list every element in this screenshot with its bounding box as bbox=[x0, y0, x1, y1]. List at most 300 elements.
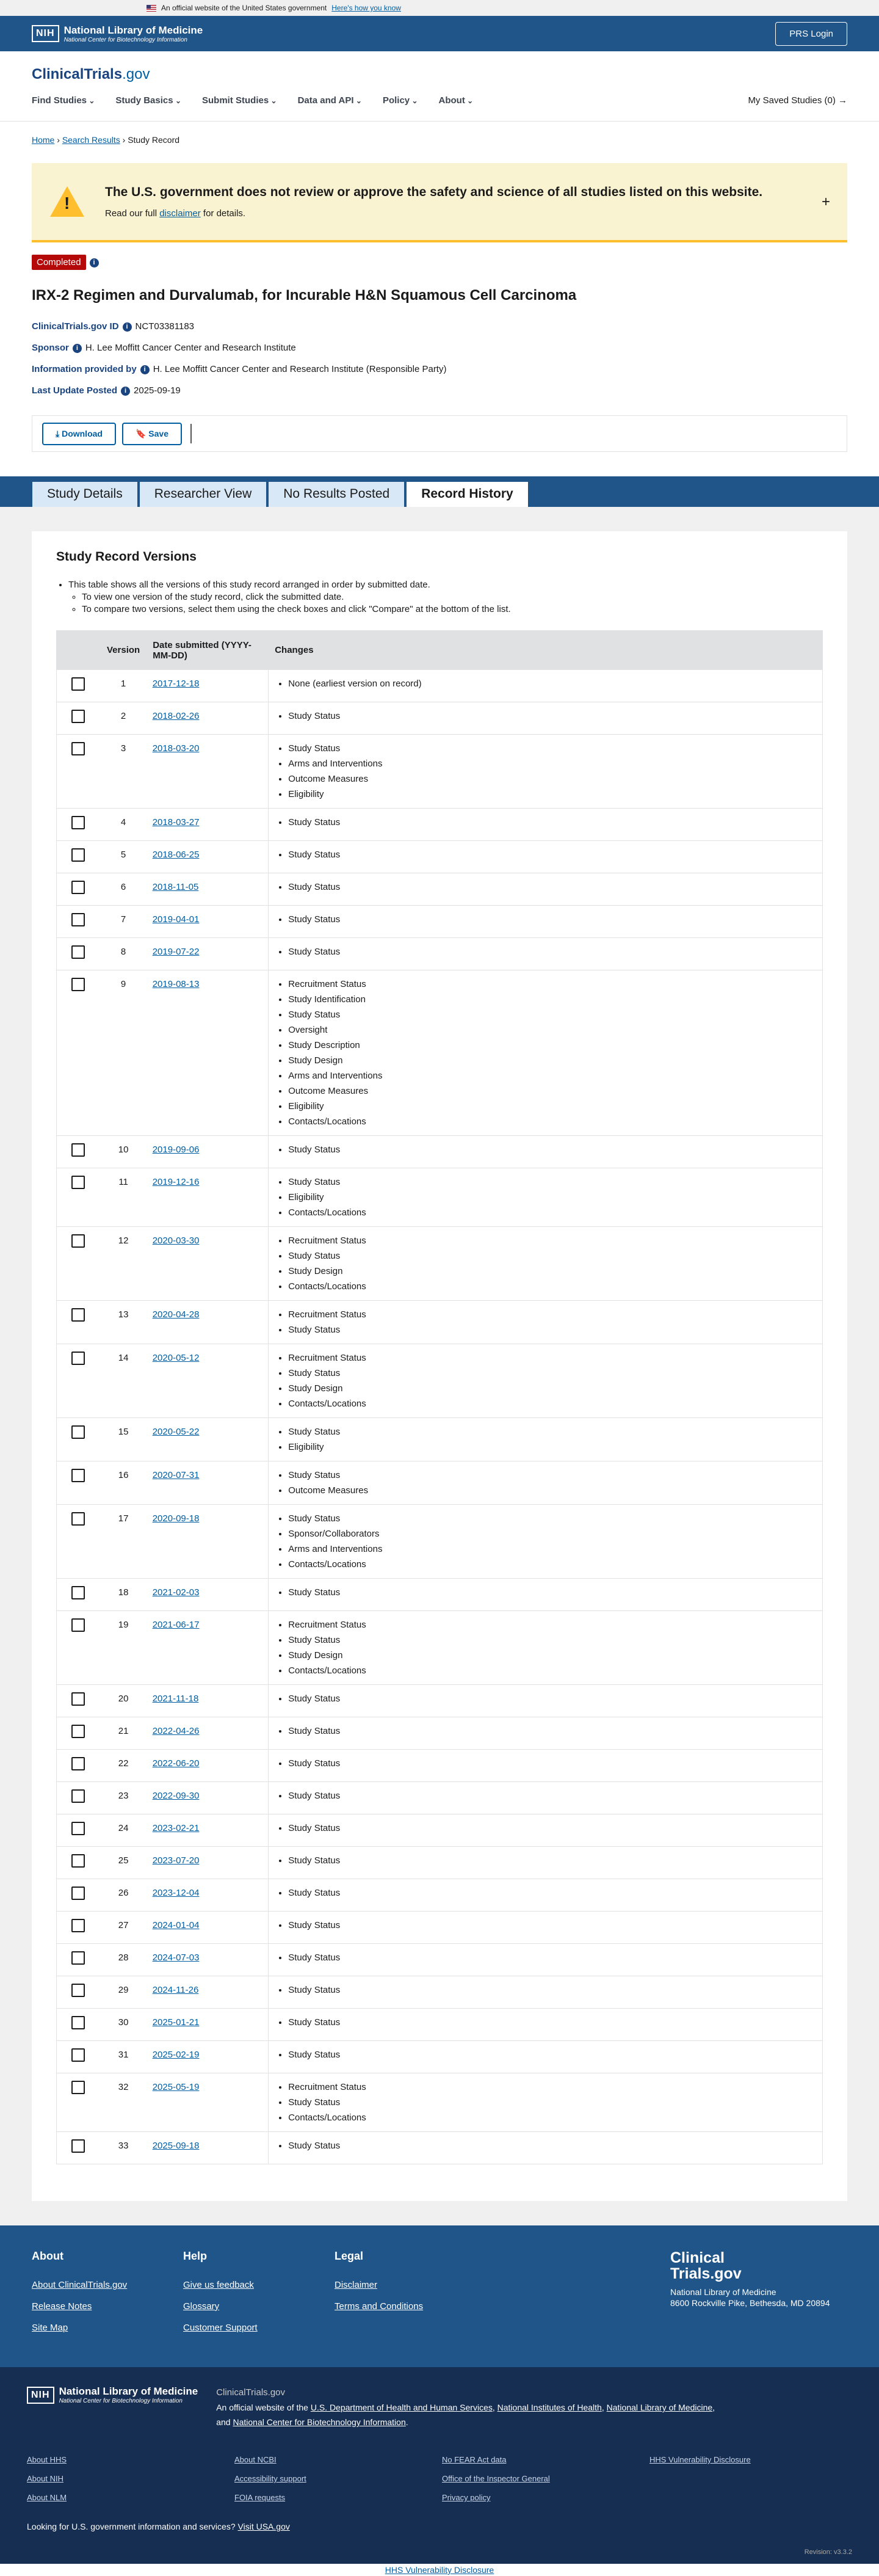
alert-text: Read our full disclaimer for details. bbox=[105, 208, 246, 219]
changes-list bbox=[288, 1350, 816, 1411]
version-date-link[interactable]: 2018-03-20 bbox=[152, 743, 200, 754]
hhs-vulnerability-bottom bbox=[0, 2564, 879, 2576]
site-title-a: ClinicalTrials bbox=[32, 66, 123, 82]
version-date-link[interactable]: 2023-02-21 bbox=[152, 1823, 200, 1833]
breadcrumb-search-results[interactable]: Search Results bbox=[62, 135, 120, 145]
footer-link[interactable]: Site Map bbox=[32, 2323, 68, 2333]
version-date-link[interactable]: 2020-09-18 bbox=[152, 1513, 200, 1524]
table-row bbox=[57, 809, 823, 841]
change-item: • Recruitment Status bbox=[288, 1350, 816, 1366]
agency-link[interactable]: HHS Vulnerability Disclosure bbox=[649, 2455, 751, 2464]
version-date-link[interactable]: 2021-02-03 bbox=[152, 1587, 200, 1598]
version-checkbox[interactable] bbox=[71, 2016, 85, 2029]
changes-list bbox=[288, 1788, 816, 1803]
change-item: • Outcome Measures bbox=[288, 1483, 816, 1498]
change-item: • Study Status bbox=[288, 2015, 816, 2030]
usa-gov-link[interactable]: Visit USA.gov bbox=[237, 2522, 290, 2531]
info-icon[interactable]: i bbox=[121, 387, 130, 396]
version-number: 15 bbox=[101, 1418, 146, 1461]
change-item: • Study Status bbox=[288, 1853, 816, 1868]
version-checkbox[interactable] bbox=[71, 677, 85, 691]
nih-header bbox=[0, 16, 879, 51]
change-item: • Study Status bbox=[288, 1632, 816, 1648]
version-date-link[interactable]: 2022-06-20 bbox=[152, 1758, 200, 1769]
changes-list bbox=[288, 2047, 816, 2062]
version-checkbox[interactable] bbox=[71, 1789, 85, 1803]
table-row bbox=[57, 970, 823, 1136]
nav-policy[interactable]: Policy ⌄ bbox=[383, 95, 418, 106]
version-checkbox[interactable] bbox=[71, 1951, 85, 1965]
version-checkbox[interactable] bbox=[71, 1854, 85, 1868]
version-number: 5 bbox=[101, 841, 146, 873]
change-item: • Study Design bbox=[288, 1648, 816, 1663]
change-item: • Study Status bbox=[288, 2138, 816, 2153]
changes-list bbox=[288, 708, 816, 724]
change-item: • Eligibility bbox=[288, 787, 816, 802]
changes-list bbox=[288, 1885, 816, 1901]
table-row bbox=[57, 1168, 823, 1227]
changes-list bbox=[288, 1821, 816, 1836]
table-row bbox=[57, 2009, 823, 2041]
version-number: 11 bbox=[101, 1168, 146, 1227]
version-date-link[interactable]: 2017-12-18 bbox=[152, 679, 200, 689]
change-item: • Contacts/Locations bbox=[288, 1205, 816, 1220]
table-row bbox=[57, 1685, 823, 1717]
changes-list bbox=[288, 879, 816, 895]
how-you-know-link[interactable]: Here's how you know bbox=[331, 4, 401, 12]
change-item: • Study Status bbox=[288, 1918, 816, 1933]
change-item: • Arms and Interventions bbox=[288, 1068, 816, 1083]
table-row bbox=[57, 1611, 823, 1685]
change-item: • Study Status bbox=[288, 1248, 816, 1264]
nav-submit-studies[interactable]: Submit Studies ⌄ bbox=[202, 95, 277, 106]
study-header bbox=[0, 242, 879, 396]
change-item: • Sponsor/Collaborators bbox=[288, 1526, 816, 1541]
study-tabs bbox=[0, 476, 879, 507]
tab-researcher-view[interactable]: Researcher View bbox=[139, 481, 267, 507]
version-number: 22 bbox=[101, 1750, 146, 1782]
alert-title: The U.S. government does not review or approve the safety and science of all studies listed on this website. bbox=[105, 184, 763, 199]
changes-list bbox=[288, 676, 816, 691]
col-date: Date submitted (YYYY-MM-DD) bbox=[146, 631, 269, 670]
change-item: • Study Design bbox=[288, 1264, 816, 1279]
changes-list bbox=[288, 1691, 816, 1706]
change-item: • Arms and Interventions bbox=[288, 756, 816, 771]
version-date-link[interactable]: 2020-07-31 bbox=[152, 1470, 200, 1480]
change-item: • Study Status bbox=[288, 1950, 816, 1965]
table-row bbox=[57, 1136, 823, 1168]
version-date-link[interactable]: 2020-05-12 bbox=[152, 1353, 200, 1363]
version-checkbox[interactable] bbox=[71, 1757, 85, 1770]
footer-link[interactable]: Customer Support bbox=[183, 2323, 258, 2333]
version-date-link[interactable]: 2018-11-05 bbox=[152, 882, 199, 892]
nav-find-studies[interactable]: Find Studies ⌄ bbox=[32, 95, 95, 106]
changes-list bbox=[288, 977, 816, 1129]
change-item: • Study Status bbox=[288, 912, 816, 927]
change-item: • None (earliest version on record) bbox=[288, 676, 816, 691]
change-item: • Recruitment Status bbox=[288, 1617, 816, 1632]
breadcrumb: Home › Search Results › Study Record bbox=[32, 135, 180, 145]
table-row bbox=[57, 670, 823, 702]
nih-link[interactable]: National Institutes of Health bbox=[497, 2403, 602, 2412]
change-item: • Study Status bbox=[288, 815, 816, 830]
change-item: • Contacts/Locations bbox=[288, 1114, 816, 1129]
disclaimer-alert bbox=[32, 163, 847, 242]
version-checkbox[interactable] bbox=[71, 1618, 85, 1632]
gov-banner bbox=[0, 0, 879, 16]
table-row bbox=[57, 1814, 823, 1847]
agency-link bbox=[649, 2493, 857, 2502]
version-checkbox[interactable] bbox=[71, 1143, 85, 1157]
table-row bbox=[57, 1461, 823, 1505]
changes-list bbox=[288, 1982, 816, 1998]
changes-list bbox=[288, 1918, 816, 1933]
provided-by-row: Information provided by i H. Lee Moffitt Cancer Center and Research Institute (Responsible Party) bbox=[32, 364, 447, 374]
version-number: 4 bbox=[101, 809, 146, 841]
change-item: • Study Status bbox=[288, 879, 816, 895]
change-item: • Study Status bbox=[288, 1585, 816, 1600]
table-row bbox=[57, 1579, 823, 1611]
changes-list bbox=[288, 1511, 816, 1572]
version-number: 8 bbox=[101, 938, 146, 970]
footer-link[interactable]: About ClinicalTrials.gov bbox=[32, 2280, 128, 2290]
version-date-link[interactable]: 2019-07-22 bbox=[152, 947, 200, 957]
changes-list bbox=[288, 1233, 816, 1294]
change-item: • Recruitment Status bbox=[288, 1233, 816, 1248]
breadcrumb-current: Study Record bbox=[128, 135, 180, 145]
changes-list bbox=[288, 847, 816, 862]
change-item: • Contacts/Locations bbox=[288, 1279, 816, 1294]
changes-list bbox=[288, 1142, 816, 1157]
version-checkbox[interactable] bbox=[71, 1919, 85, 1932]
change-item: • Study Status bbox=[288, 1174, 816, 1190]
provided-by-value: H. Lee Moffitt Cancer Center and Research Institute (Responsible Party) bbox=[153, 364, 447, 374]
table-row bbox=[57, 1301, 823, 1344]
version-date-link[interactable]: 2025-02-19 bbox=[152, 2050, 200, 2060]
change-item: • Arms and Interventions bbox=[288, 1541, 816, 1557]
version-number: 17 bbox=[101, 1505, 146, 1579]
version-number: 32 bbox=[101, 2073, 146, 2132]
table-row bbox=[57, 2073, 823, 2132]
change-item: • Recruitment Status bbox=[288, 977, 816, 992]
version-checkbox[interactable] bbox=[71, 913, 85, 926]
info-icon[interactable]: i bbox=[90, 258, 99, 267]
change-item: • Study Status bbox=[288, 2095, 816, 2110]
version-number: 13 bbox=[101, 1301, 146, 1344]
version-number: 1 bbox=[101, 670, 146, 702]
table-row bbox=[57, 735, 823, 809]
version-checkbox[interactable] bbox=[71, 1822, 85, 1835]
table-row bbox=[57, 1976, 823, 2009]
change-item: • Study Status bbox=[288, 2047, 816, 2062]
version-checkbox[interactable] bbox=[71, 881, 85, 894]
table-row bbox=[57, 702, 823, 735]
version-checkbox[interactable] bbox=[71, 816, 85, 829]
version-checkbox[interactable] bbox=[71, 1425, 85, 1439]
table-row bbox=[57, 2132, 823, 2164]
version-number: 23 bbox=[101, 1782, 146, 1814]
change-item: • Outcome Measures bbox=[288, 1083, 816, 1099]
action-bar bbox=[32, 415, 847, 452]
changes-list bbox=[288, 1307, 816, 1337]
changes-list bbox=[288, 1468, 816, 1498]
footer-help: Help Give us feedback Glossary Customer Support bbox=[183, 2250, 335, 2343]
version-checkbox[interactable] bbox=[71, 1469, 85, 1482]
version-date-link[interactable]: 2025-05-19 bbox=[152, 2082, 200, 2092]
version-checkbox[interactable] bbox=[71, 848, 85, 862]
col-version: Version bbox=[101, 631, 146, 670]
sponsor-value: H. Lee Moffitt Cancer Center and Research Institute bbox=[85, 343, 296, 353]
footer-link[interactable]: Disclaimer bbox=[335, 2280, 378, 2290]
table-row bbox=[57, 1717, 823, 1750]
version-checkbox[interactable] bbox=[71, 1176, 85, 1189]
nav-about[interactable]: About ⌄ bbox=[439, 95, 474, 106]
version-number: 19 bbox=[101, 1611, 146, 1685]
change-item: • Study Status bbox=[288, 1691, 816, 1706]
site-title-b: .gov bbox=[122, 66, 150, 82]
version-date-link[interactable]: 2020-03-30 bbox=[152, 1235, 200, 1246]
table-row bbox=[57, 873, 823, 906]
change-item: • Study Status bbox=[288, 1322, 816, 1337]
version-checkbox[interactable] bbox=[71, 2048, 85, 2062]
version-date-link[interactable]: 2025-09-18 bbox=[152, 2141, 200, 2151]
agency-link[interactable]: Privacy policy bbox=[442, 2493, 491, 2502]
change-item: • Eligibility bbox=[288, 1190, 816, 1205]
nlm-name: National Library of Medicine bbox=[63, 24, 203, 36]
changes-list bbox=[288, 1424, 816, 1455]
version-date-link[interactable]: 2019-12-16 bbox=[152, 1177, 200, 1187]
info-icon[interactable]: i bbox=[123, 322, 132, 332]
version-date-link[interactable]: 2021-06-17 bbox=[152, 1620, 200, 1630]
version-number: 24 bbox=[101, 1814, 146, 1847]
change-item: • Recruitment Status bbox=[288, 1307, 816, 1322]
version-number: 10 bbox=[101, 1136, 146, 1168]
changes-list bbox=[288, 1950, 816, 1965]
version-number: 12 bbox=[101, 1227, 146, 1301]
footer-link[interactable]: Release Notes bbox=[32, 2301, 92, 2312]
table-row bbox=[57, 906, 823, 938]
change-item: • Outcome Measures bbox=[288, 771, 816, 787]
site-footer bbox=[0, 2225, 879, 2367]
version-number: 33 bbox=[101, 2132, 146, 2164]
download-button[interactable]: ⤓ Download bbox=[42, 423, 116, 445]
footer-legal: Legal Disclaimer Terms and Conditions bbox=[335, 2250, 486, 2343]
nih-logo[interactable] bbox=[32, 24, 203, 43]
version-date-link[interactable]: 2020-04-28 bbox=[152, 1309, 200, 1320]
change-item: • Study Status bbox=[288, 1366, 816, 1381]
change-item: • Study Design bbox=[288, 1053, 816, 1068]
table-row bbox=[57, 1847, 823, 1879]
changes-list bbox=[288, 1174, 816, 1220]
change-item: • Study Status bbox=[288, 1468, 816, 1483]
changes-list bbox=[288, 1723, 816, 1739]
version-date-link[interactable]: 2025-01-21 bbox=[152, 2017, 200, 2028]
version-number: 6 bbox=[101, 873, 146, 906]
change-item: • Study Design bbox=[288, 1381, 816, 1396]
table-row bbox=[57, 1879, 823, 1912]
changes-list bbox=[288, 815, 816, 830]
change-item: • Study Status bbox=[288, 1756, 816, 1771]
change-item: • Study Status bbox=[288, 847, 816, 862]
warning-icon bbox=[50, 186, 84, 217]
expand-alert-icon[interactable]: + bbox=[821, 194, 830, 210]
ncbi-name: National Center for Biotechnology Information bbox=[63, 36, 187, 43]
changes-list bbox=[288, 1617, 816, 1678]
sponsor-row: Sponsor i H. Lee Moffitt Cancer Center and Research Institute bbox=[32, 343, 296, 353]
change-item: • Study Status bbox=[288, 1885, 816, 1901]
agency-link[interactable]: No FEAR Act data bbox=[442, 2455, 507, 2464]
tab-study-details[interactable]: Study Details bbox=[32, 481, 138, 507]
col-changes: Changes bbox=[269, 631, 823, 670]
version-date-link[interactable]: 2020-05-22 bbox=[152, 1427, 200, 1437]
changes-list bbox=[288, 1585, 816, 1600]
table-row bbox=[57, 938, 823, 970]
agency-footer bbox=[0, 2367, 879, 2564]
change-item: • Study Status bbox=[288, 1821, 816, 1836]
version-number: 21 bbox=[101, 1717, 146, 1750]
version-number: 3 bbox=[101, 735, 146, 809]
toolbar-divider bbox=[190, 424, 192, 443]
table-row bbox=[57, 1944, 823, 1976]
version-checkbox[interactable] bbox=[71, 710, 85, 723]
versions-table bbox=[56, 630, 823, 2164]
save-button[interactable]: 🔖 Save bbox=[122, 423, 182, 445]
nih-logo-box: NIH bbox=[32, 25, 59, 42]
disclaimer-link[interactable]: disclaimer bbox=[159, 208, 201, 219]
study-id-row: ClinicalTrials.gov ID i NCT03381183 bbox=[32, 321, 194, 332]
tab-no-results-posted[interactable]: No Results Posted bbox=[268, 481, 405, 507]
agency-link bbox=[649, 2474, 857, 2483]
breadcrumb-home[interactable]: Home bbox=[32, 135, 55, 145]
version-date-link[interactable]: 2024-11-26 bbox=[152, 1985, 199, 1995]
nav-data-api[interactable]: Data and API ⌄ bbox=[298, 95, 362, 106]
version-date-link[interactable]: 2018-02-26 bbox=[152, 711, 200, 721]
footer-link[interactable]: Terms and Conditions bbox=[335, 2301, 424, 2312]
version-number: 31 bbox=[101, 2041, 146, 2073]
info-icon[interactable]: i bbox=[73, 344, 82, 353]
nlm-link[interactable]: National Library of Medicine bbox=[606, 2403, 713, 2412]
version-number: 27 bbox=[101, 1912, 146, 1944]
version-checkbox[interactable] bbox=[71, 945, 85, 959]
version-checkbox[interactable] bbox=[71, 1512, 85, 1526]
version-checkbox[interactable] bbox=[71, 2081, 85, 2094]
table-row bbox=[57, 1782, 823, 1814]
agency-link[interactable]: About HHS bbox=[27, 2455, 67, 2464]
usa-gov-row: Looking for U.S. government information and services? Visit USA.gov bbox=[27, 2522, 290, 2531]
version-number: 9 bbox=[101, 970, 146, 1136]
version-date-link[interactable]: 2021-11-18 bbox=[152, 1694, 199, 1704]
ncbi-link[interactable]: National Center for Biotechnology Information bbox=[233, 2417, 406, 2427]
version-number: 28 bbox=[101, 1944, 146, 1976]
footer-brand: Clinical Trials.gov National Library of Medicine 8600 Rockville Pike, Bethesda, MD 20894 bbox=[670, 2250, 847, 2343]
version-number: 14 bbox=[101, 1344, 146, 1418]
version-date-link[interactable]: 2023-07-20 bbox=[152, 1855, 200, 1866]
site-header bbox=[0, 51, 879, 122]
tab-record-history[interactable]: Record History bbox=[406, 481, 529, 507]
info-icon[interactable]: i bbox=[140, 365, 150, 374]
agency-statement: ClinicalTrials.gov An official website of the U.S. Department of Health and Human Services, National Institutes of Health, National Library of Medicine, and National Center for Biotechnology Information. bbox=[216, 2387, 715, 2427]
agency-links bbox=[27, 2455, 852, 2502]
version-checkbox[interactable] bbox=[71, 1352, 85, 1365]
agency-link[interactable]: Office of the Inspector General bbox=[442, 2474, 550, 2483]
version-checkbox[interactable] bbox=[71, 1586, 85, 1599]
version-date-link[interactable]: 2022-04-26 bbox=[152, 1726, 200, 1736]
col-select bbox=[57, 631, 101, 670]
version-date-link[interactable]: 2019-09-06 bbox=[152, 1144, 200, 1155]
changes-list bbox=[288, 944, 816, 959]
version-date-link[interactable]: 2019-08-13 bbox=[152, 979, 200, 989]
version-checkbox[interactable] bbox=[71, 1692, 85, 1706]
footer-logo[interactable]: Clinical Trials.gov bbox=[670, 2249, 742, 2282]
version-date-link[interactable]: 2019-04-01 bbox=[152, 914, 200, 925]
my-saved-studies-link[interactable]: My Saved Studies (0) → bbox=[748, 95, 847, 106]
footer-link[interactable]: Glossary bbox=[183, 2301, 220, 2312]
study-id: NCT03381183 bbox=[135, 321, 194, 332]
study-title: IRX-2 Regimen and Durvalumab, for Incurable H&N Squamous Cell Carcinoma bbox=[32, 287, 577, 304]
agency-link[interactable]: Accessibility support bbox=[234, 2474, 306, 2483]
prs-login-button[interactable]: PRS Login bbox=[775, 22, 847, 46]
version-date-link[interactable]: 2024-07-03 bbox=[152, 1952, 200, 1963]
version-date-link[interactable]: 2018-03-27 bbox=[152, 817, 200, 828]
main-nav bbox=[32, 95, 847, 106]
last-update-row: Last Update Posted i 2025-09-19 bbox=[32, 385, 181, 396]
change-item: • Study Status bbox=[288, 944, 816, 959]
version-checkbox[interactable] bbox=[71, 1984, 85, 1997]
version-checkbox[interactable] bbox=[71, 1887, 85, 1900]
versions-intro: • This table shows all the versions of this study record arranged in order by submitted date. ◦ To view one version of the study record, click the submitted date. ◦ To compare two versions, select them using the check boxes and click "Compare" at the bottom of the list. bbox=[68, 579, 823, 616]
changes-list bbox=[288, 2138, 816, 2153]
change-item: • Contacts/Locations bbox=[288, 1557, 816, 1572]
footer-link[interactable]: Give us feedback bbox=[183, 2280, 254, 2290]
version-date-link[interactable]: 2018-06-25 bbox=[152, 850, 200, 860]
nlm-footer-logo[interactable]: NIH National Library of Medicine National Center for Biotechnology Information bbox=[27, 2385, 198, 2404]
version-checkbox[interactable] bbox=[71, 978, 85, 991]
table-row bbox=[57, 841, 823, 873]
version-number: 2 bbox=[101, 702, 146, 735]
changes-list bbox=[288, 912, 816, 927]
version-date-link[interactable]: 2022-09-30 bbox=[152, 1791, 200, 1801]
site-logo[interactable] bbox=[32, 66, 847, 83]
agency-link[interactable]: About NLM bbox=[27, 2493, 67, 2502]
change-item: • Recruitment Status bbox=[288, 2079, 816, 2095]
version-date-link[interactable]: 2024-01-04 bbox=[152, 1920, 200, 1930]
change-item: • Study Identification bbox=[288, 992, 816, 1007]
version-number: 18 bbox=[101, 1579, 146, 1611]
version-checkbox[interactable] bbox=[71, 1308, 85, 1322]
table-row bbox=[57, 1750, 823, 1782]
version-number: 20 bbox=[101, 1685, 146, 1717]
changes-list bbox=[288, 1756, 816, 1771]
version-checkbox[interactable] bbox=[71, 1725, 85, 1738]
nav-study-basics[interactable]: Study Basics ⌄ bbox=[115, 95, 181, 106]
version-checkbox[interactable] bbox=[71, 742, 85, 755]
hhs-link[interactable]: U.S. Department of Health and Human Services bbox=[310, 2403, 493, 2412]
us-flag-icon bbox=[146, 5, 156, 12]
gov-banner-text: An official website of the United States government bbox=[161, 4, 327, 12]
change-item: • Study Status bbox=[288, 1982, 816, 1998]
versions-heading: Study Record Versions bbox=[56, 550, 197, 564]
hhs-vulnerability-link[interactable]: HHS Vulnerability Disclosure bbox=[385, 2565, 494, 2575]
table-row bbox=[57, 2041, 823, 2073]
agency-link[interactable]: About NIH bbox=[27, 2474, 63, 2483]
agency-link[interactable]: FOIA requests bbox=[234, 2493, 286, 2502]
version-checkbox[interactable] bbox=[71, 2139, 85, 2153]
version-checkbox[interactable] bbox=[71, 1234, 85, 1248]
agency-link[interactable]: About NCBI bbox=[234, 2455, 277, 2464]
changes-list bbox=[288, 741, 816, 802]
last-update-value: 2025-09-19 bbox=[134, 385, 181, 396]
version-date-link[interactable]: 2023-12-04 bbox=[152, 1888, 200, 1898]
